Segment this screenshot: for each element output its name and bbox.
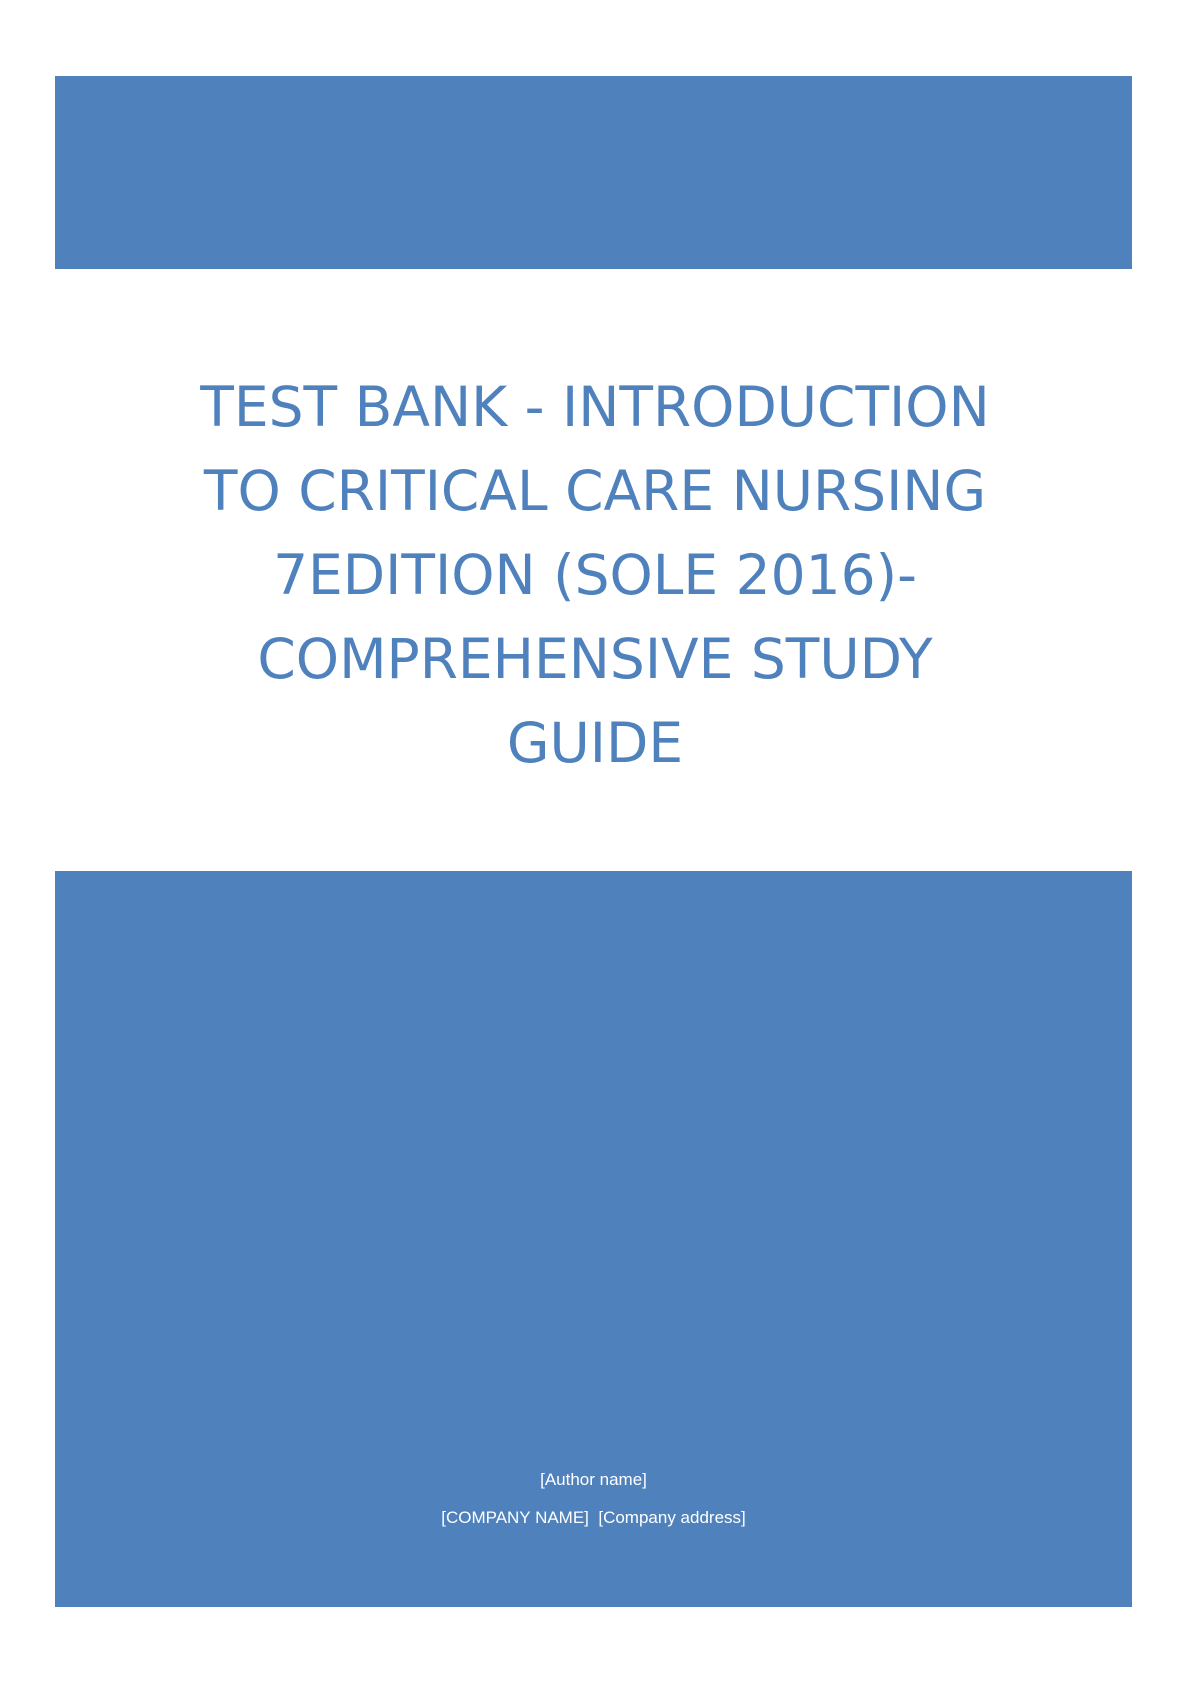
cover-title — [95, 365, 1095, 785]
cover-title-line: COMPREHENSIVE STUDY — [257, 627, 933, 691]
cover-title-line: TEST BANK - INTRODUCTION — [200, 375, 990, 439]
author-name: [Author name] — [540, 1470, 647, 1489]
company-info: [COMPANY NAME] [Company address] — [441, 1508, 746, 1527]
cover-title-line: GUIDE — [506, 711, 684, 775]
cover-bottom-band — [55, 871, 1132, 1607]
cover-title-line: 7EDITION (SOLE 2016)- — [273, 543, 917, 607]
cover-title-line: TO CRITICAL CARE NURSING — [203, 459, 987, 523]
cover-top-band — [55, 76, 1132, 269]
